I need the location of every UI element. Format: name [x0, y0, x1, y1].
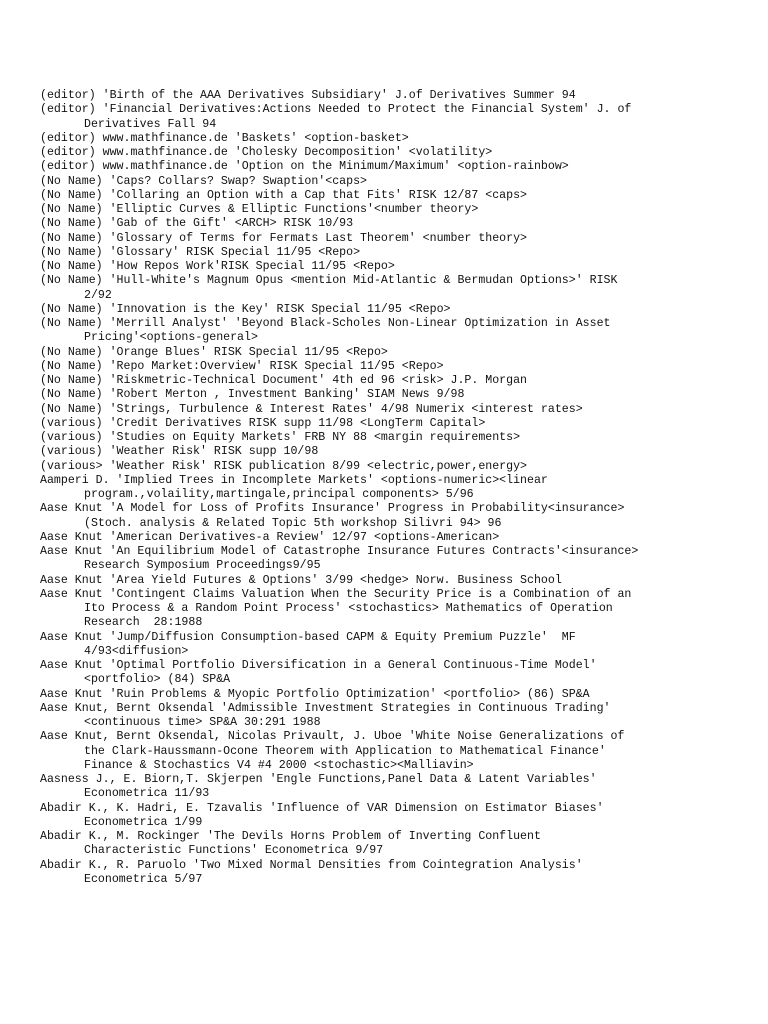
bibliography-entry: (various) 'Credit Derivatives RISK supp 11/98 <LongTerm Capital>	[40, 416, 486, 430]
bibliography-entry: Aase Knut 'American Derivatives-a Review' 12/97 <options-American>	[40, 530, 500, 544]
bibliography-entry: (No Name) 'Glossary of Terms for Fermats Last Theorem' <number theory>	[40, 231, 528, 245]
bibliography-entry: Aase Knut 'An Equilibrium Model of Catastrophe Insurance Futures Contracts'<insurance> Research Symposium Proceedings9/95	[40, 545, 639, 573]
bibliography-entry: (various> 'Weather Risk' RISK publication 8/99 <electric,power,energy>	[40, 459, 528, 473]
bibliography-entry: (No Name) 'Glossary' RISK Special 11/95 <Repo>	[40, 245, 361, 259]
bibliography-entry: (No Name) 'Hull-White's Magnum Opus <mention Mid-Atlantic & Bermudan Options>' RISK 2/92	[40, 274, 618, 302]
bibliography-entry: Aase Knut 'Area Yield Futures & Options' 3/99 <hedge> Norw. Business School	[40, 573, 562, 587]
bibliography-entry: (editor) www.mathfinance.de 'Cholesky Decomposition' <volatility>	[40, 146, 493, 159]
bibliography-entry: (No Name) 'Gab of the Gift' <ARCH> RISK 10/93	[40, 217, 354, 231]
bibliography-entry: Aase Knut, Bernt Oksendal, Nicolas Privault, J. Uboe 'White Noise Generalizations of the Clark-Haussmann-Ocone Theorem with Application to Mathematical Finance' Finance & Stochastics V4 #4 2000 <stochastic><Malliavin>	[40, 730, 625, 772]
bibliography-entry: Abadir K., R. Paruolo 'Two Mixed Normal Densities from Cointegration Analysis' Econometrica 5/97	[40, 858, 583, 886]
bibliography-entry: Aase Knut 'Optimal Portfolio Diversification in a General Continuous-Time Model' <portfolio> (84) SP&A	[40, 659, 597, 687]
bibliography-entry: (various) 'Weather Risk' RISK supp 10/98	[40, 445, 319, 459]
bibliography-entry: (editor) www.mathfinance.de 'Option on the Minimum/Maximum' <option-rainbow>	[40, 160, 569, 174]
bibliography-entry: (No Name) 'How Repos Work'RISK Special 11/95 <Repo>	[40, 260, 395, 273]
bibliography-entry: (No Name) 'Orange Blues' RISK Special 11/95 <Repo>	[40, 345, 388, 359]
bibliography-entry: (No Name) 'Robert Merton , Investment Banking' SIAM News 9/98	[40, 388, 465, 402]
bibliography-entry: (No Name) 'Elliptic Curves & Elliptic Functions'<number theory>	[40, 203, 479, 216]
bibliography-entry: (No Name) 'Collaring an Option with a Cap that Fits' RISK 12/87 <caps>	[40, 188, 528, 202]
bibliography-entry: (editor) www.mathfinance.de 'Baskets' <option-basket>	[40, 131, 409, 145]
bibliography-entry: Abadir K., K. Hadri, E. Tzavalis 'Influence of VAR Dimension on Estimator Biases' Econometrica 1/99	[40, 801, 604, 829]
bibliography-entry: Aasness J., E. Biorn,T. Skjerpen 'Engle Functions,Panel Data & Latent Variables' Econometrica 11/93	[40, 773, 597, 801]
bibliography-entry: Aase Knut 'Contingent Claims Valuation When the Security Price is a Combination of an Ito Process & a Random Point Process' <stochastics> Mathematics of Operation Research 28:1988	[40, 587, 632, 630]
bibliography-entry: (No Name) 'Repo Market:Overview' RISK Special 11/95 <Repo>	[40, 359, 444, 373]
bibliography-entry: (editor) 'Birth of the AAA Derivatives Subsidiary' J.of Derivatives Summer 94	[40, 89, 576, 102]
bibliography-entry: (No Name) 'Merrill Analyst' 'Beyond Black-Scholes Non-Linear Optimization in Asset Pricing'<options-general>	[40, 317, 611, 345]
bibliography-entry: Aase Knut 'Ruin Problems & Myopic Portfolio Optimization' <portfolio> (86) SP&A	[40, 687, 590, 701]
bibliography-entry: (editor) 'Financial Derivatives:Actions Needed to Protect the Financial System' J. of Derivatives Fall 94	[40, 103, 632, 131]
bibliography-entry: Aamperi D. 'Implied Trees in Incomplete Markets' <options-numeric><linear program.,volaility,martingale,principal components> 5/96	[40, 473, 548, 501]
bibliography-entry: Abadir K., M. Rockinger 'The Devils Horns Problem of Inverting Confluent Characteristic Functions' Econometrica 9/97	[40, 830, 541, 858]
bibliography-entry: Aase Knut, Bernt Oksendal 'Admissible Investment Strategies in Continuous Trading' <continuous time> SP&A 30:291 1988	[40, 701, 611, 729]
bibliography-list	[40, 89, 740, 887]
bibliography-entry: (No Name) 'Caps? Collars? Swap? Swaption'<caps>	[40, 174, 367, 188]
bibliography-entry: Aase Knut 'Jump/Diffusion Consumption-based CAPM & Equity Premium Puzzle' MF 4/93<diffusion>	[40, 630, 576, 658]
bibliography-entry: (No Name) 'Strings, Turbulence & Interest Rates' 4/98 Numerix <interest rates>	[40, 402, 583, 416]
bibliography-entry: (No Name) 'Riskmetric-Technical Document' 4th ed 96 <risk> J.P. Morgan	[40, 374, 528, 387]
bibliography-entry: Aase Knut 'A Model for Loss of Profits Insurance' Progress in Probability<insurance> (Stoch. analysis & Related Topic 5th workshop Silivri 94> 96	[40, 502, 625, 530]
bibliography-entry: (various) 'Studies on Equity Markets' FRB NY 88 <margin requirements>	[40, 431, 521, 444]
bibliography-entry: (No Name) 'Innovation is the Key' RISK Special 11/95 <Repo>	[40, 302, 451, 316]
